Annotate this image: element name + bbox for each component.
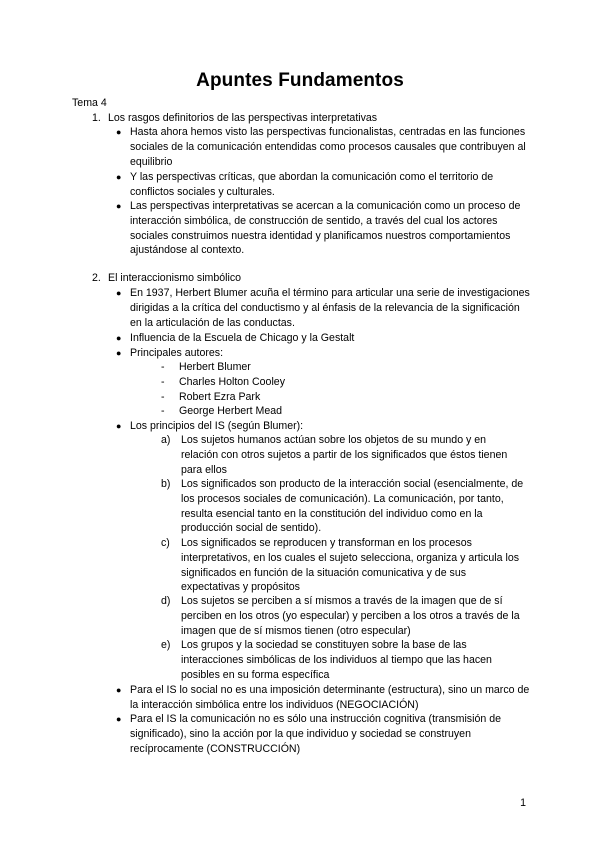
list-item: ● Y las perspectivas críticas, que abordan la comunicación como el territorio de conflictos sociales y culturales. [116,171,494,198]
dash-icon: - [161,391,165,403]
principle-item: c) Los significados se reproducen y transforman en los procesos interpretativos, en los cuales el sujeto selecciona, organiza y articula los significados en función de la situación comunicativa y de sus expectativas y propósitos [161,537,520,594]
bullet-icon: ● [116,348,122,358]
bullet-icon: ● [116,172,122,182]
section-heading-2: 2. El interaccionismo simbólico [92,272,242,284]
list-item: ● Para el IS lo social no es una imposición determinante (estructura), sino un marco de la interacción simbólica entre los individuos (NEGOCIACIÓN) [116,684,530,711]
list-item: ● En 1937, Herbert Blumer acuña el término para articular una serie de investigaciones dirigidas a la crítica del conductismo y al énfasis de la relevancia de la significación en la articulación de las conductas. [116,287,530,329]
list-item: ● Los principios del IS (según Blumer): [116,420,304,432]
bullet-icon: ● [116,127,122,137]
list-item: ● Hasta ahora hemos visto las perspectivas funcionalistas, centradas en las funciones sociales de la comunicación entendidas como procesos causales que contribuyen al equilibrio [116,126,526,168]
list-item: ● Las perspectivas interpretativas se acercan a la comunicación como un proceso de interacción simbólica, de construcción de sentido, a través del cual los actores sociales construimos nuestra identidad y planificamos nuestros comportamientos ajustándose al contexto. [116,200,521,257]
bullet-icon: ● [116,333,122,343]
page-title: Apuntes Fundamentos [196,70,404,91]
list-item: ● Para el IS la comunicación no es sólo una instrucción cognitiva (transmisión de significado), sino la acción por la que individuo y sociedad se construyen recíprocamente (CONSTRUCCIÓN) [116,713,501,755]
list-item: ● Principales autores: [116,347,224,359]
section-heading-1: 1. Los rasgos definitorios de las perspectivas interpretativas [92,112,378,124]
bullet-icon: ● [116,201,122,211]
principle-item: b) Los significados son producto de la interacción social (esencialmente, de los procesos sociales de comunicación). La comunicación, por tanto, resulta esencial tanto en la constitución del individuo como en la producción social de sentido). [161,478,524,535]
bullet-icon: ● [116,685,122,695]
document-page: Apuntes Fundamentos Tema 4 1. Los rasgos definitorios de las perspectivas interpretativas ● Hasta ahora hemos visto las perspectivas funcionalistas, centradas en las funciones sociales de la comunicación entendidas como procesos causales que contribuyen al equilibrio ● Y las perspectivas críticas, que abordan la comunicación como el territorio de conflictos sociales y culturales. ● Las perspectivas interpretativas se acercan a la comunicación como un proceso de interacción simbólica, de construcción de sentido, a través del cual los actores sociales construimos nuestra identidad y planificamos nuestros comportamientos ajustándose al contexto. 2. El interaccionismo simbólico ● En 1937, Herbert Blumer acuña el término para articular una serie de investigaciones dirigidas a la crítica del conductismo y al énfasis de la relevancia de la significación en la articulación de las conductas. ● Influencia de la Escuela de Chicago y la Gestalt ● Principales autores: - Herbert Blumer - Charles Holton Cooley - Robert Ezra Park - George Herbert Mead ● Los principios del IS (según Blumer): a) Los sujetos humanos actúan sobre los objetos de su mundo y en relación con otros sujetos a partir de los significados que éstos tienen para ellos b) Los significados son producto de la interacción social (esencialmente, de los procesos sociales de comunicación). La comunicación, por tanto, resulta esencial tanto en la constitución del individuo como en la producción social de sentido). c) Los significados se reproducen y transforman en los procesos interpretativos, en los cuales el sujeto selecciona, organiza y articula los significados en función de la situación comunicativa y de sus expectativas y propósitos d) Los sujetos se perciben a sí mismos a través de la imagen que de sí perciben en los otros (yo especular) y perciben a los otros a través de la imagen que de sí mismos tienen (otro especular) e) Los grupos y la sociedad se constituyen sobre la base de las interacciones simbólicas de los individuos al tiempo que las hacen posibles en su forma específica ● Para el IS lo social no es una imposición determinante (estructura), sino un marco de la interacción simbólica entre los individuos (NEGOCIACIÓN) ● Para el IS la comunicación no es sólo una instrucción cognitiva (transmisión de significado), sino la acción por la que individuo y sociedad se construyen recíprocamente (CONSTRUCCIÓN) 1 [0,0,600,848]
bullet-icon: ● [116,421,122,431]
topic-label: Tema 4 [72,97,107,109]
bullet-icon: ● [116,714,122,724]
dash-icon: - [161,405,165,417]
dash-icon: - [161,376,165,388]
bullet-icon: ● [116,288,122,298]
principle-item: d) Los sujetos se perciben a sí mismos a través de la imagen que de sí perciben en los otros (yo especular) y perciben a los otros a través de la imagen que de sí mismos tienen (otro especular) [161,595,520,637]
dash-icon: - [161,361,165,373]
page-number: 1 [520,797,526,809]
list-item: ● Influencia de la Escuela de Chicago y la Gestalt [116,332,355,344]
principle-item: e) Los grupos y la sociedad se constituyen sobre la base de las interacciones simbólicas de los individuos al tiempo que las hacen posibles en su forma específica [161,639,492,681]
principle-item: a) Los sujetos humanos actúan sobre los objetos de su mundo y en relación con otros sujetos a partir de los significados que éstos tienen para ellos [161,434,508,476]
